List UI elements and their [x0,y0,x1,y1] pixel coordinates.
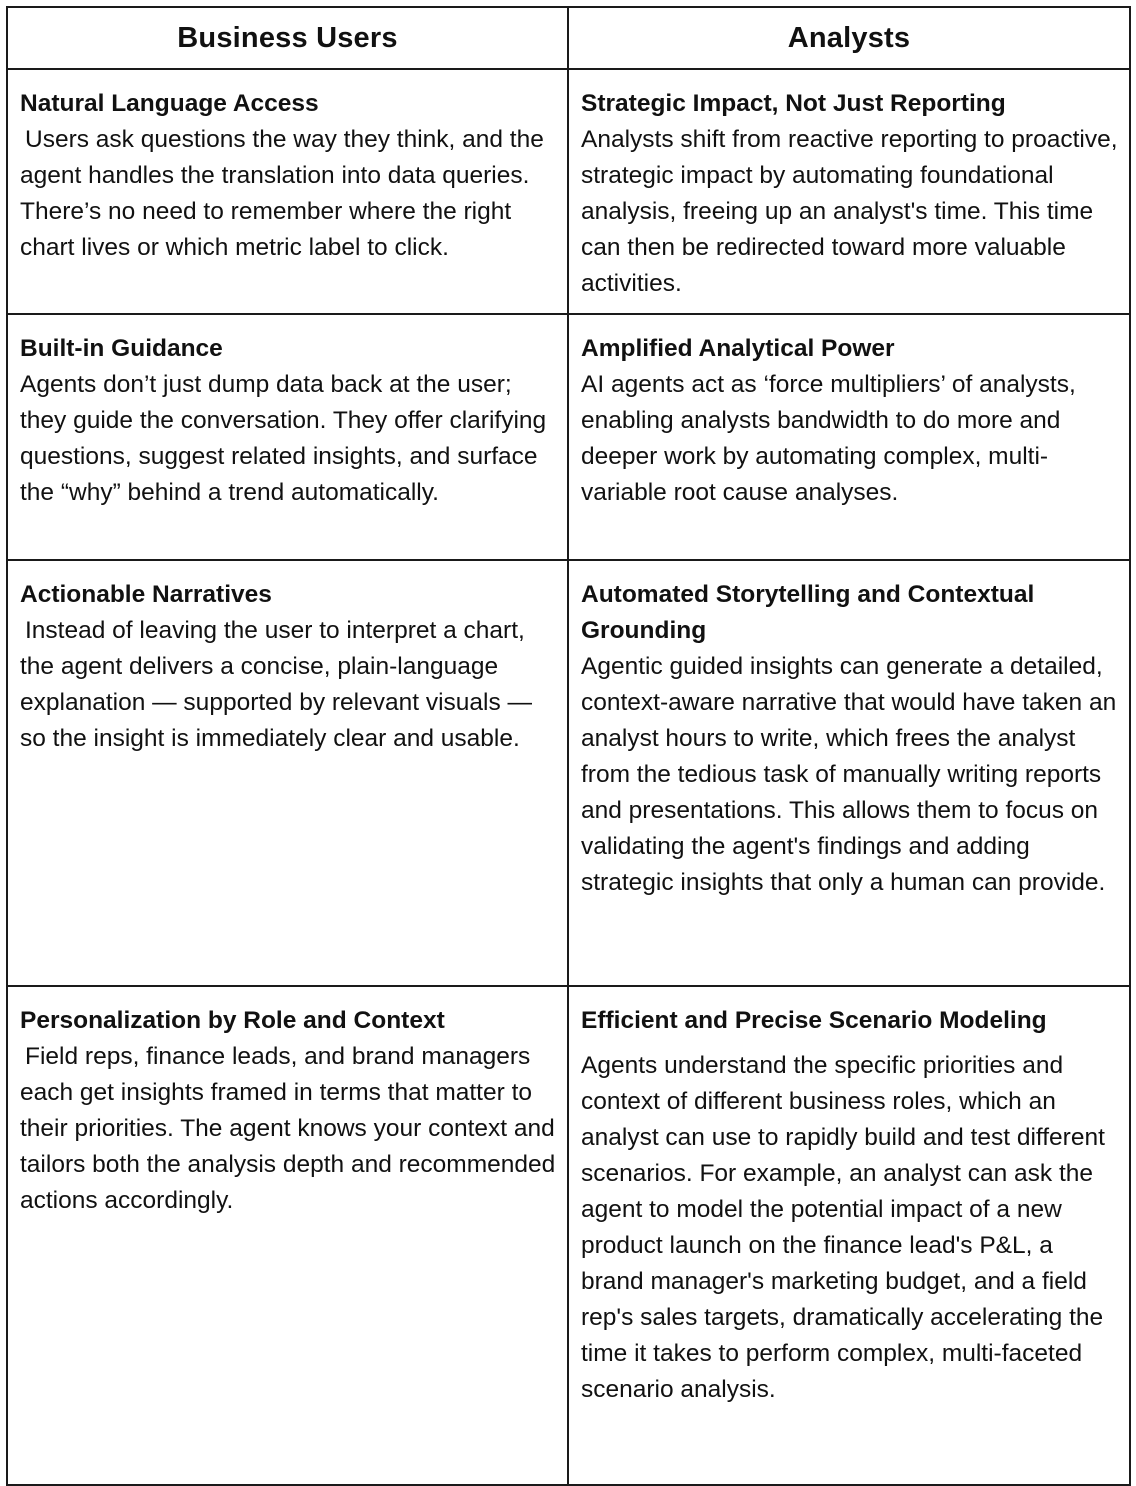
business-users-cell [7,560,568,986]
cell-title: Strategic Impact, Not Just Reporting [581,90,1006,117]
cell-description: Agents understand the specific priorities and context of different business roles, which an analyst can use to rapidly build and test different scenarios. For example, an analyst can ask the agent to model the potential impact of a new product launch on the finance lead's P&L, a brand manager's marketing budget, and a field rep's sales targets, dramatically accelerating the time it takes to perform complex, multi-faceted scenario analysis. [581,1052,1105,1403]
table-row [7,314,1130,560]
table-row [7,69,1130,314]
comparison-table [6,6,1131,1486]
cell-title: Built-in Guidance [20,335,223,362]
analysts-cell [568,314,1130,560]
cell-description: Users ask questions the way they think, and the agent handles the translation into data queries. There’s no need to remember where the right chart lives or which metric label to click. [20,126,544,261]
cell-title: Amplified Analytical Power [581,335,895,362]
analysts-cell [568,69,1130,314]
analysts-cell [568,560,1130,986]
cell-description: AI agents act as ‘force multipliers’ of analysts, enabling analysts bandwidth to do more and deeper work by automating complex, multi-variable root cause analyses. [581,371,1076,506]
cell-description: Field reps, finance leads, and brand managers each get insights framed in terms that matter to their priorities. The agent knows your context and tailors both the analysis depth and recommended actions accordingly. [20,1043,556,1214]
cell-title: Efficient and Precise Scenario Modeling [581,1007,1047,1034]
cell-title: Personalization by Role and Context [20,1007,445,1034]
analysts-cell [568,986,1130,1485]
business-users-cell [7,986,568,1485]
cell-title: Automated Storytelling and Contextual Grounding [581,581,1035,644]
cell-title: Actionable Narratives [20,581,272,608]
cell-description: Instead of leaving the user to interpret a chart, the agent delivers a concise, plain-language explanation — supported by relevant visuals — so the insight is immediately clear and usable. [20,617,533,752]
cell-description: Agents don’t just dump data back at the user; they guide the conversation. They offer clarifying questions, suggest related insights, and surface the “why” behind a trend automatically. [20,371,547,506]
cell-description: Analysts shift from reactive reporting to proactive, strategic impact by automating foundational analysis, freeing up an analyst's time. This time can then be redirected toward more valuable activities. [581,126,1118,297]
business-users-cell [7,69,568,314]
cell-title: Natural Language Access [20,90,319,117]
header-row [7,7,1130,69]
cell-description: Agentic guided insights can generate a detailed, context-aware narrative that would have taken an analyst hours to write, which frees the analyst from the tedious task of manually writing reports and presentations. This allows them to focus on validating the agent's findings and adding strategic insights that only a human can provide. [581,653,1117,896]
table-row [7,560,1130,986]
table-row [7,986,1130,1485]
column-header-business-users: Business Users [7,7,568,69]
column-header-analysts: Analysts [568,7,1130,69]
business-users-cell [7,314,568,560]
